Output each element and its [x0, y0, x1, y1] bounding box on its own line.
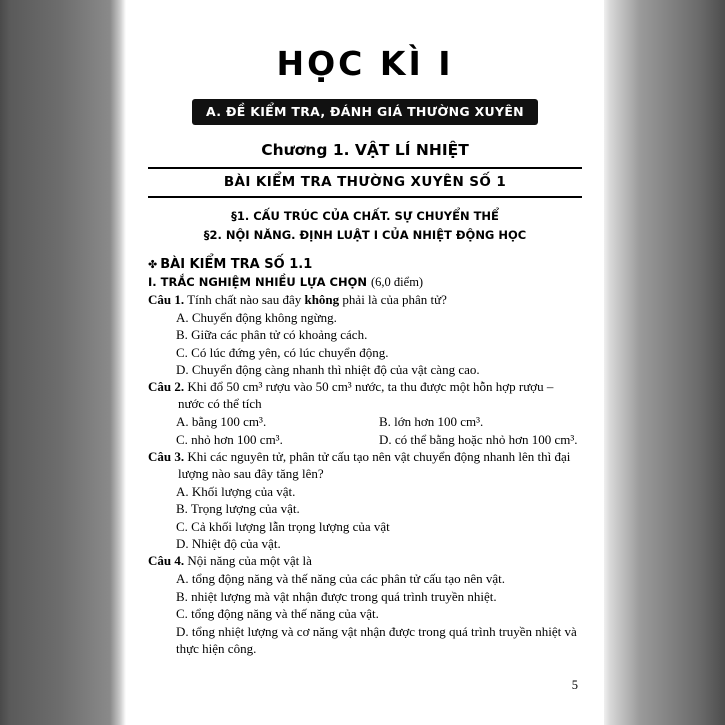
part-label: I. TRẮC NGHIỆM NHIỀU LỰA CHỌN	[148, 274, 367, 289]
option-item: A. tổng động năng và thế năng của các phân tử cấu tạo nên vật.	[176, 571, 506, 587]
option-item: D. có thể bằng hoặc nhỏ hơn 100 cm³.	[379, 431, 578, 447]
option-item: B. lớn hơn 100 cm³.	[379, 414, 484, 430]
section-item-1: §1. CẤU TRÚC CỦA CHẤT. SỰ CHUYỂN THỂ	[231, 209, 499, 223]
part-points: (6,0 điểm)	[371, 274, 424, 289]
option-item: D. Nhiệt độ của vật.	[176, 536, 281, 552]
question-text-after: phải là của phân tử?	[342, 291, 447, 307]
question-number: Câu 1.	[148, 291, 185, 307]
document-page	[126, 0, 604, 725]
question-stem	[148, 292, 582, 309]
question-emphasis: không	[304, 291, 340, 307]
question-stem	[148, 449, 582, 483]
page-title: HỌC KÌ I	[276, 44, 454, 83]
question-text: Tính chất nào sau đây	[187, 291, 302, 307]
chapter-heading: Chương 1. VẬT LÍ NHIỆT	[261, 141, 469, 159]
option-list	[176, 413, 582, 448]
option-list	[176, 570, 582, 657]
option-item: C. Có lúc đứng yên, có lúc chuyển động.	[176, 344, 389, 360]
option-item: A. Khối lượng của vật.	[176, 483, 296, 499]
question-block	[148, 292, 582, 379]
question-text: Khi các nguyên tử, phân tử cấu tạo nên vật chuyển động nhanh lên thì đại	[187, 449, 571, 465]
page-number: 5	[571, 678, 578, 692]
question-block	[148, 449, 582, 552]
option-item: B. Giữa các phân tử có khoảng cách.	[176, 327, 368, 343]
section-item-2: §2. NỘI NĂNG. ĐỊNH LUẬT I CỦA NHIỆT ĐỘNG HỌC	[203, 227, 527, 242]
page-content	[148, 18, 582, 657]
option-item	[176, 623, 582, 658]
option-item: B. nhiệt lượng mà vật nhận được trong quá trình truyền nhiệt.	[176, 588, 497, 604]
flower-bullet-icon: ✤	[148, 257, 158, 271]
option-item: C. Cả khối lượng lẫn trọng lượng của vật	[176, 518, 390, 534]
question-text: Khi đổ 50 cm³ rượu vào 50 cm³ nước, ta thu được một hỗn hợp rượu –	[187, 379, 554, 395]
option-item: A. Chuyển động không ngừng.	[176, 309, 337, 325]
option-text: D. tổng nhiệt lượng và cơ năng vật nhận được trong quá trình truyền nhiệt và thực hiện công.	[176, 623, 577, 656]
question-text: Nội năng của một vật là	[187, 553, 312, 569]
option-item: A. bằng 100 cm³.	[176, 414, 267, 430]
question-block	[148, 379, 582, 448]
part-heading	[148, 275, 582, 290]
test-title-box	[148, 167, 582, 198]
test-title-text: BÀI KIỂM TRA THƯỜNG XUYÊN SỐ 1	[223, 174, 507, 190]
option-list	[176, 309, 582, 379]
question-stem	[148, 379, 582, 413]
test-heading	[148, 257, 582, 272]
section-list	[148, 207, 582, 245]
question-text-line2: nước có thể tích	[178, 396, 262, 412]
banner-container	[148, 99, 582, 125]
option-item: C. nhỏ hơn 100 cm³.	[176, 431, 283, 447]
option-list	[176, 483, 582, 553]
question-block	[148, 553, 582, 657]
section-banner: A. ĐỀ KIỂM TRA, ĐÁNH GIÁ THƯỜNG XUYÊN	[192, 99, 538, 125]
question-text-line2: lượng nào sau đây tăng lên?	[178, 465, 324, 481]
option-item: D. Chuyển động càng nhanh thì nhiệt độ của vật càng cao.	[176, 362, 480, 378]
option-item: C. tổng động năng và thế năng của vật.	[176, 606, 379, 622]
question-number: Câu 2.	[148, 379, 185, 395]
option-item: B. Trọng lượng của vật.	[176, 501, 300, 517]
question-number: Câu 4.	[148, 553, 185, 569]
question-number: Câu 3.	[148, 449, 185, 465]
test-heading-text: BÀI KIỂM TRA SỐ 1.1	[160, 256, 313, 272]
question-stem	[148, 553, 582, 570]
